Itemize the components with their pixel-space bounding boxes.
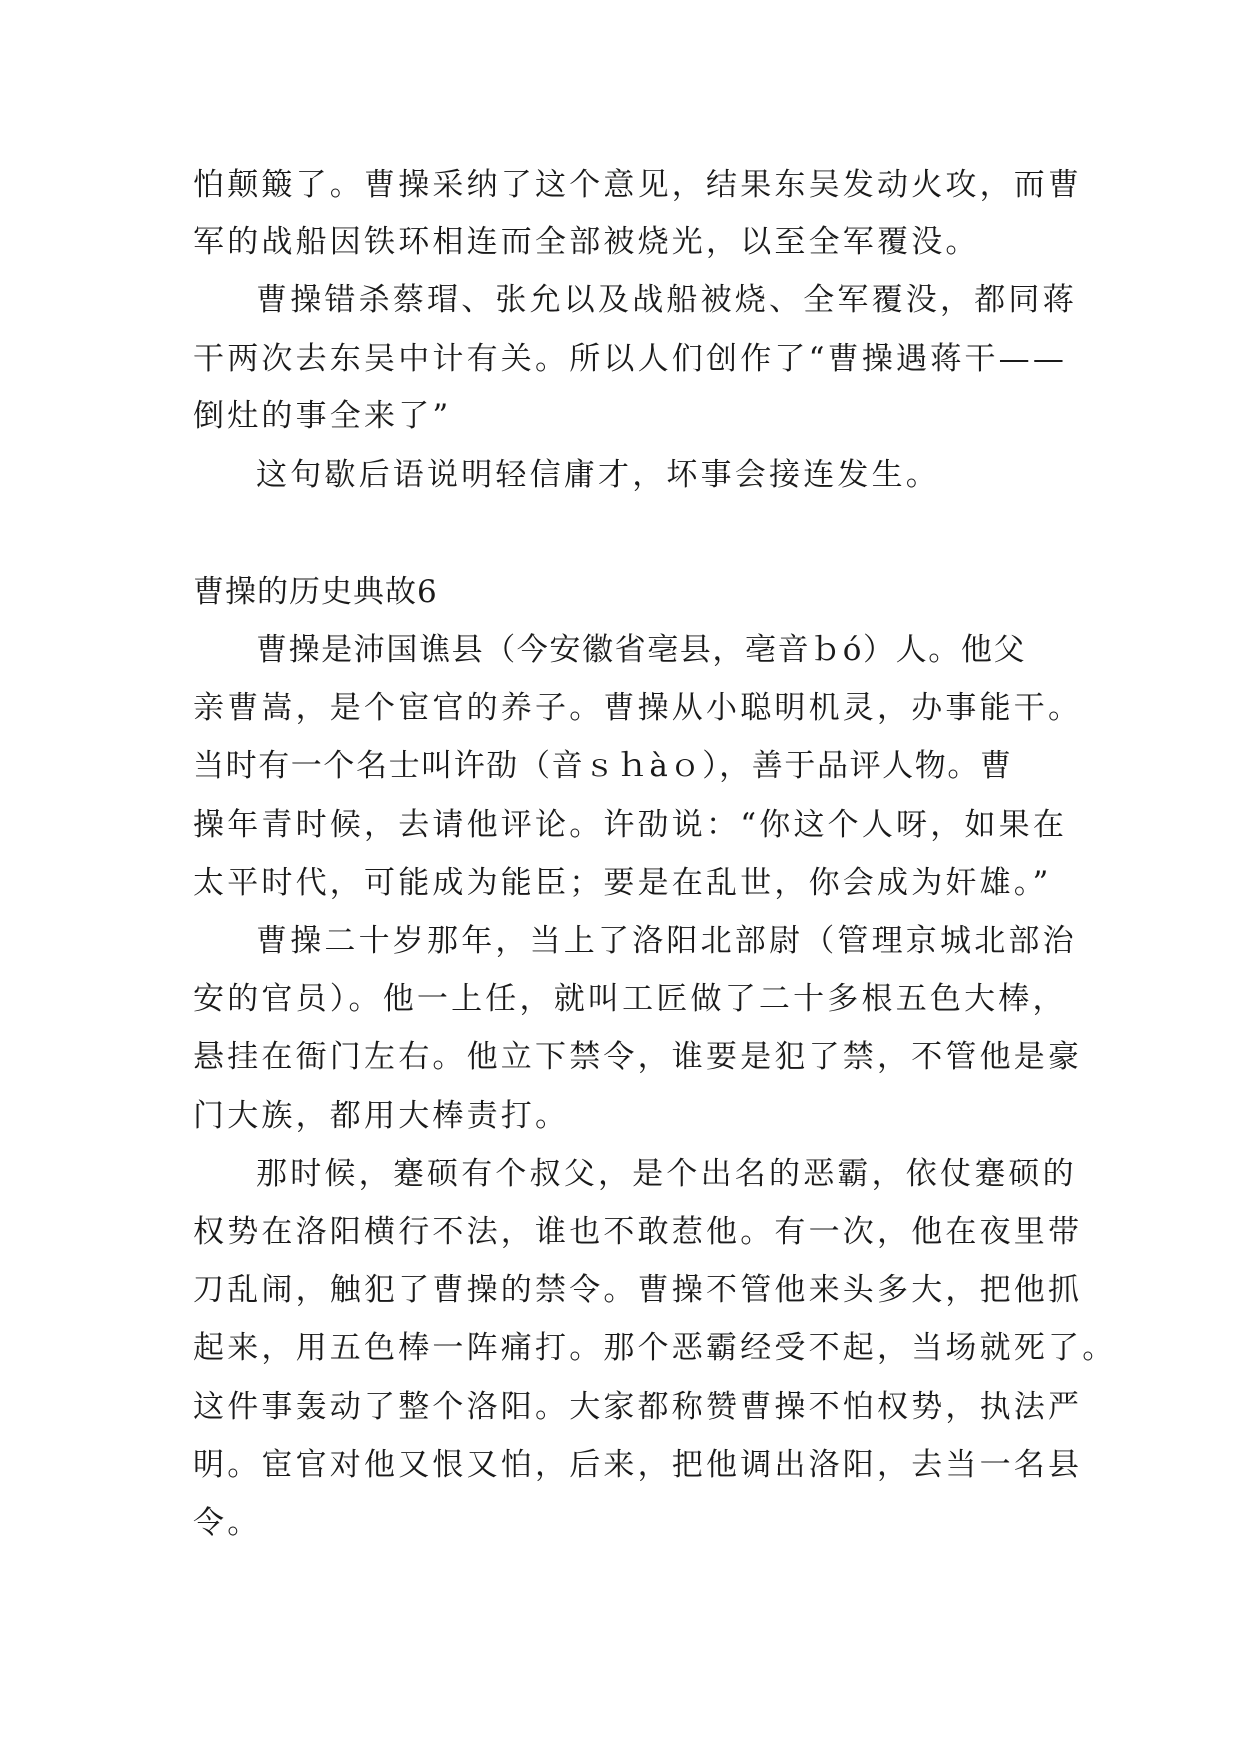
text-line: 起来，用五色棒一阵痛打。那个恶霸经受不起，当场就死了。 [193, 1330, 1117, 1366]
text-line: 门大族，都用大棒责打。 [193, 1098, 570, 1134]
section-heading: 曹操的历史典故6 [193, 574, 438, 610]
text-line: 军的战船因铁环相连而全部被烧光，以至全军覆没。 [193, 224, 980, 260]
text-line: 干两次去东吴中计有关。所以人们创作了“曹操遇蒋干—— [193, 341, 1068, 377]
text-line: 曹操是沛国谯县（今安徽省亳县，亳音ｂó）人。他父 [256, 632, 1027, 668]
text-line: 操年青时候，去请他评论。许劭说：“你这个人呀，如果在 [193, 807, 1068, 843]
text-line: 明。宦官对他又恨又怕，后来，把他调出洛阳，去当一名县 [193, 1447, 1083, 1483]
text-line: 亲曹嵩，是个宦官的养子。曹操从小聪明机灵，办事能干。 [193, 690, 1083, 726]
text-line: 悬挂在衙门左右。他立下禁令，谁要是犯了禁，不管他是豪 [193, 1039, 1083, 1075]
text-line: 令。 [193, 1505, 262, 1541]
text-line: 安的官员）。他一上任，就叫工匠做了二十多根五色大棒， [193, 981, 1067, 1017]
text-line: 这件事轰动了整个洛阳。大家都称赞曹操不怕权势，执法严 [193, 1389, 1083, 1425]
text-line: 当时有一个名士叫许劭（音ｓｈàｏ），善于品评人物。曹 [193, 748, 1013, 784]
text-line: 太平时代，可能成为能臣；要是在乱世，你会成为奸雄。” [193, 865, 1052, 901]
text-line: 那时候，蹇硕有个叔父，是个出名的恶霸，依仗蹇硕的 [256, 1156, 1077, 1192]
text-line: 曹操二十岁那年，当上了洛阳北部尉（管理京城北部治 [256, 923, 1077, 959]
text-line: 曹操错杀蔡瑁、张允以及战船被烧、全军覆没，都同蒋 [256, 282, 1077, 318]
text-line: 倒灶的事全来了” [193, 398, 452, 434]
text-line: 这句歇后语说明轻信庸才，坏事会接连发生。 [256, 457, 940, 493]
text-line: 怕颠簸了。曹操采纳了这个意见，结果东吴发动火攻，而曹 [193, 167, 1083, 203]
text-line: 刀乱闹，触犯了曹操的禁令。曹操不管他来头多大，把他抓 [193, 1272, 1083, 1308]
text-line: 权势在洛阳横行不法，谁也不敢惹他。有一次，他在夜里带 [193, 1214, 1083, 1250]
